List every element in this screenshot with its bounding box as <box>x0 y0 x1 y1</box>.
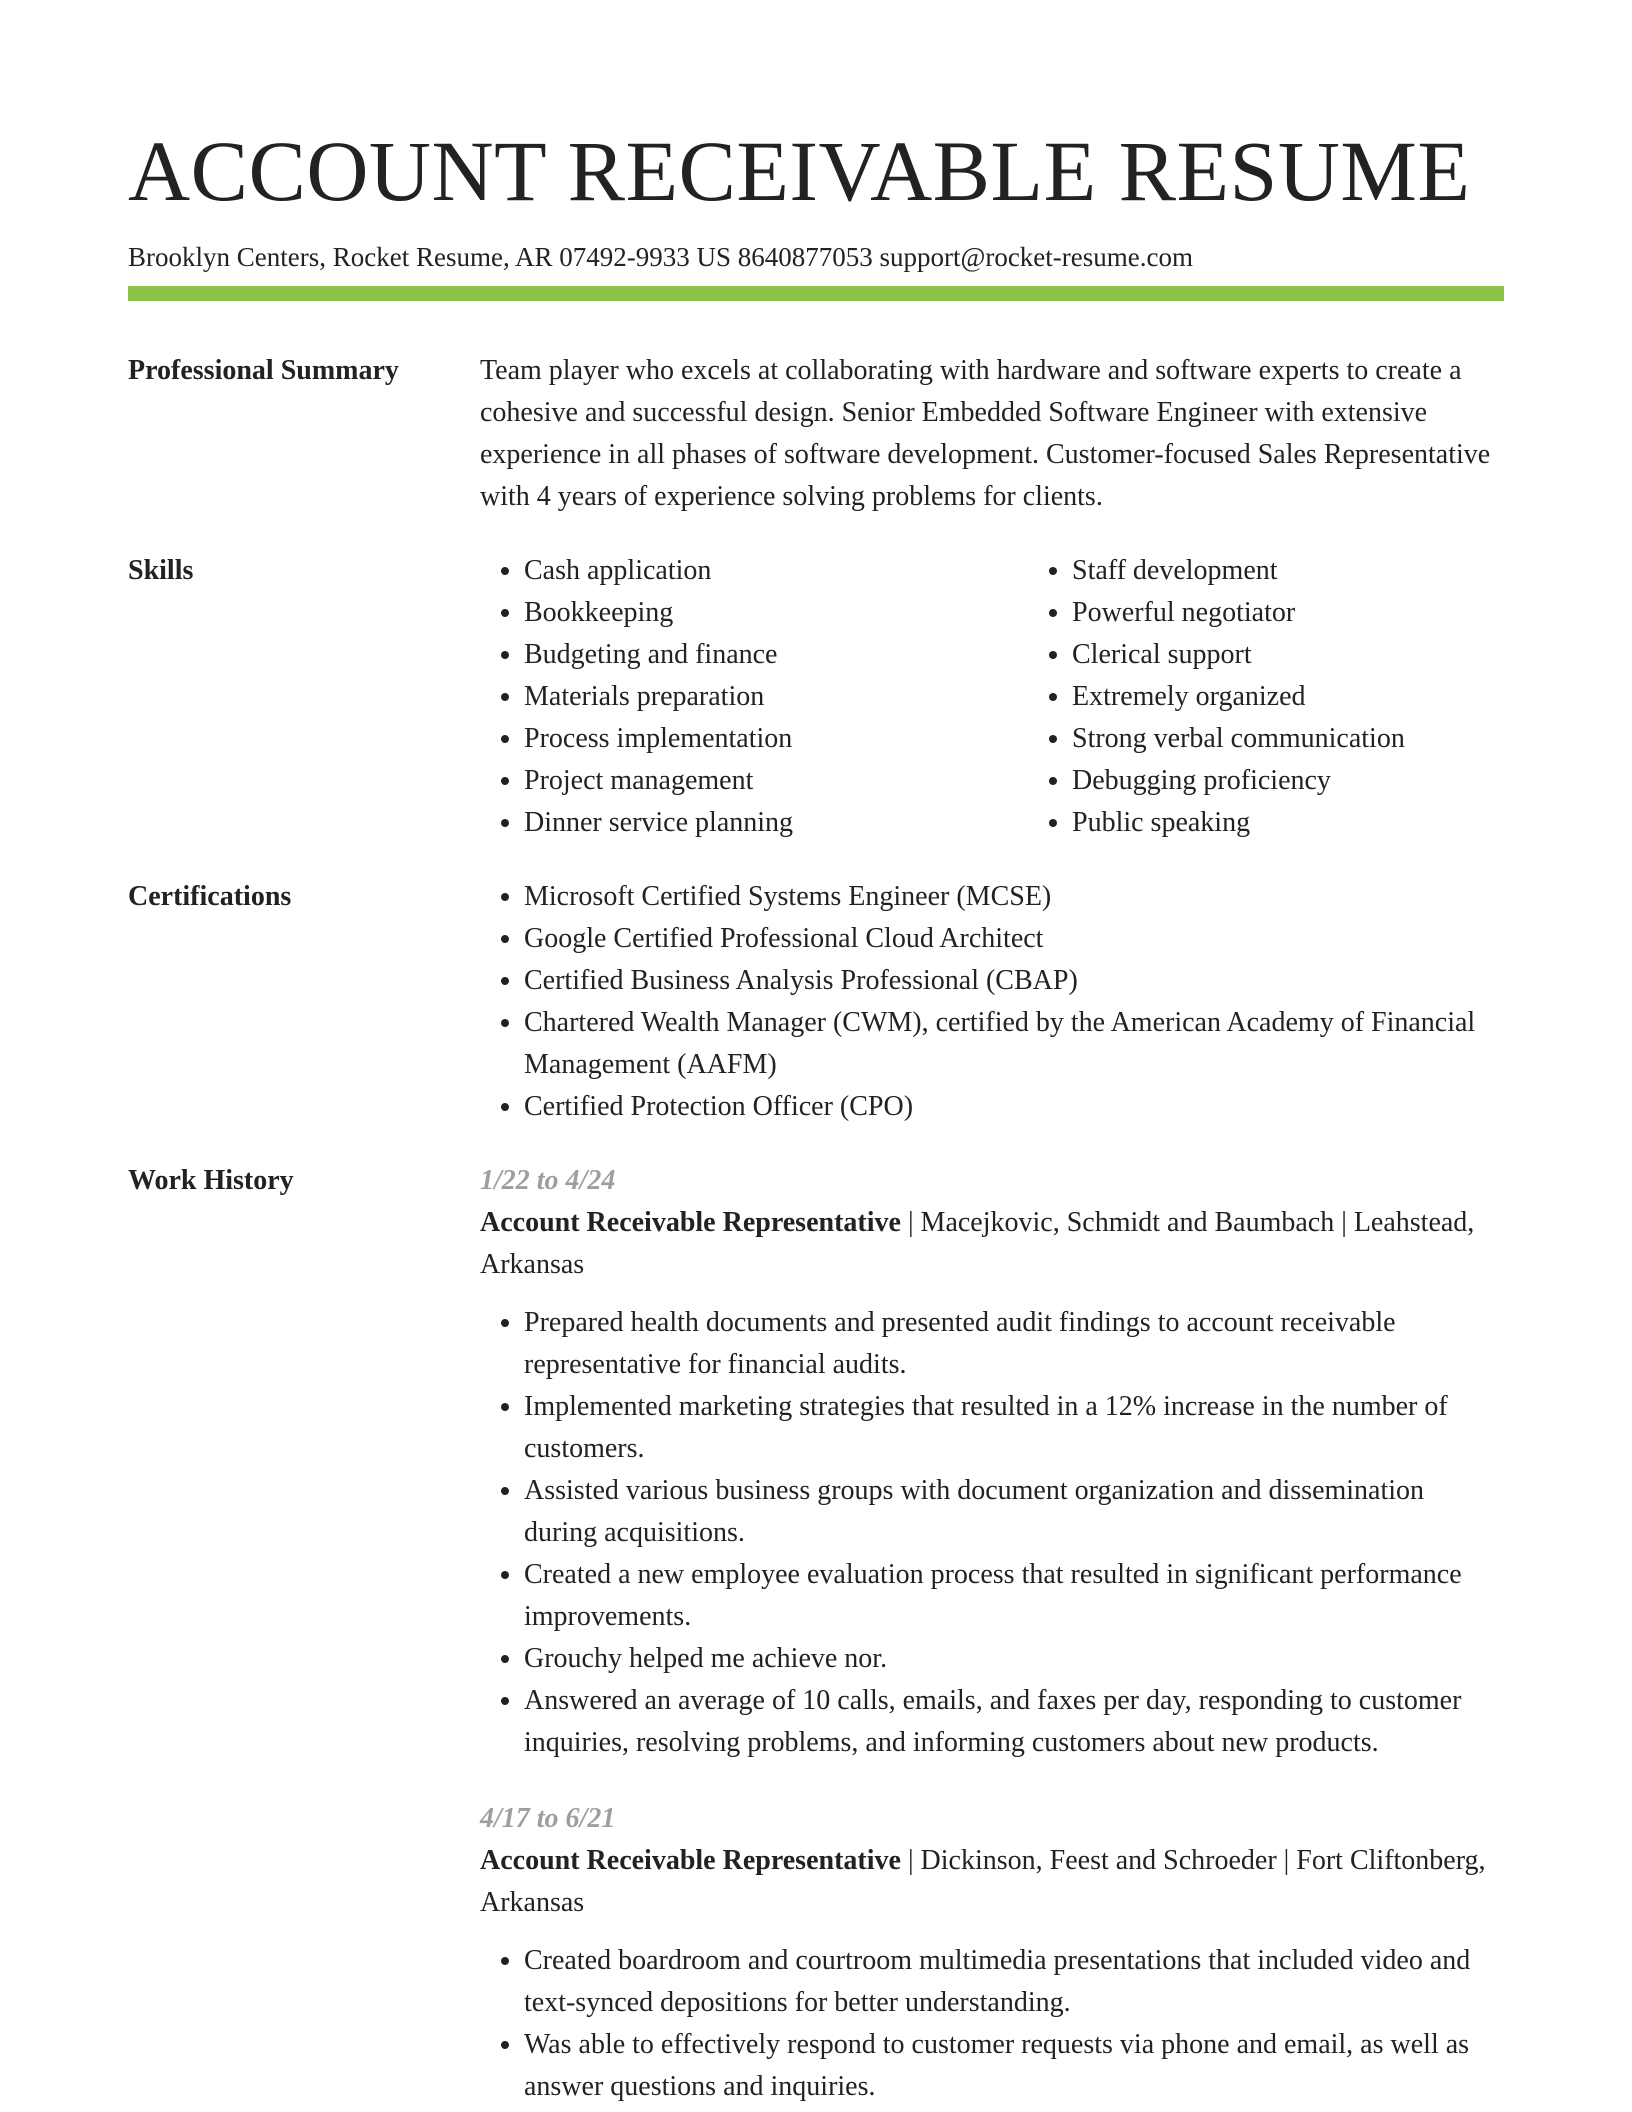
job-dates: 1/22 to 4/24 <box>480 1165 616 1196</box>
job-title: Account Receivable Representative <box>480 1207 901 1238</box>
skill-item: • Bookkeeping <box>524 592 1028 634</box>
job-bullets <box>480 1940 1504 2108</box>
job-bullet: • Prepared health documents and presented audit findings to account receivable representative for financial audits. <box>524 1302 1504 1386</box>
section-work-history <box>128 1160 1504 2112</box>
contact-line: Brooklyn Centers, Rocket Resume, AR 07492-9933 US 8640877053 support@rocket-resume.com <box>128 242 1193 272</box>
skill-item: • Public speaking <box>1072 802 1576 844</box>
job-bullet: • Assisted various business groups with document organization and dissemination during acquisitions. <box>524 1470 1504 1554</box>
skills-content <box>480 550 1576 844</box>
skill-item: • Materials preparation <box>524 676 1028 718</box>
skill-item: • Strong verbal communication <box>1072 718 1576 760</box>
accent-divider <box>128 286 1504 301</box>
section-label-summary: Professional Summary <box>128 355 399 386</box>
job-bullet: • Answered an average of 10 calls, emails, and faxes per day, responding to customer inquiries, resolving problems, and informing customers about new products. <box>524 1680 1504 1764</box>
job-bullet: • Implemented marketing strategies that resulted in a 12% increase in the number of customers. <box>524 1386 1504 1470</box>
skill-item: • Process implementation <box>524 718 1028 760</box>
resume-title: ACCOUNT RECEIVABLE RESUME <box>128 123 1471 219</box>
certifications-content <box>480 876 1504 1128</box>
skill-item: • Staff development <box>1072 550 1576 592</box>
skill-item: • Extremely organized <box>1072 676 1576 718</box>
resume-body <box>128 350 1504 2112</box>
job-title: Account Receivable Representative <box>480 1845 901 1876</box>
skill-item: • Project management <box>524 760 1028 802</box>
skill-item: • Debugging proficiency <box>1072 760 1576 802</box>
certification-item: • Google Certified Professional Cloud Architect <box>524 918 1504 960</box>
job-employer-location: | Dickinson, Feest and Schroeder | Fort Cliftonberg, Arkansas <box>480 1845 1486 1918</box>
job-entry <box>480 1798 1504 2108</box>
summary-text: Team player who excels at collaborating with hardware and software experts to create a cohesive and successful design. Senior Embedded Software Engineer with extensive experience in all phases of software development. Customer-focused Sales Representative with 4 years of experience solving problems for clients. <box>480 355 1491 512</box>
skills-list-left <box>480 550 1028 844</box>
job-heading <box>480 1840 1504 1924</box>
job-bullet: • Created boardroom and courtroom multimedia presentations that included video and text-synced depositions for better understanding. <box>524 1940 1504 2024</box>
job-bullets <box>480 1302 1504 1764</box>
section-summary <box>128 350 1504 518</box>
skill-item: • Dinner service planning <box>524 802 1028 844</box>
job-heading <box>480 1202 1504 1286</box>
section-label-skills: Skills <box>128 555 194 586</box>
skill-item: • Cash application <box>524 550 1028 592</box>
section-skills <box>128 550 1504 844</box>
work-history-content <box>480 1160 1504 2112</box>
certification-item: • Certified Protection Officer (CPO) <box>524 1086 1504 1128</box>
skills-list-right <box>1028 550 1576 844</box>
section-certifications <box>128 876 1504 1128</box>
skill-item: • Budgeting and finance <box>524 634 1028 676</box>
section-label-certifications: Certifications <box>128 881 292 912</box>
skill-item: • Clerical support <box>1072 634 1576 676</box>
skill-item: • Powerful negotiator <box>1072 592 1576 634</box>
job-bullet: • Grouchy helped me achieve nor. <box>524 1638 1504 1680</box>
resume-header <box>128 116 1504 274</box>
summary-content <box>480 350 1504 518</box>
certification-item: • Certified Business Analysis Professional (CBAP) <box>524 960 1504 1002</box>
section-label-work-history: Work History <box>128 1165 294 1196</box>
certification-item: • Chartered Wealth Manager (CWM), certified by the American Academy of Financial Management (AAFM) <box>524 1002 1504 1086</box>
certification-item: • Microsoft Certified Systems Engineer (MCSE) <box>524 876 1504 918</box>
job-employer-location: | Macejkovic, Schmidt and Baumbach | Leahstead, Arkansas <box>480 1207 1475 1280</box>
job-bullet: • Was able to effectively respond to customer requests via phone and email, as well as answer questions and inquiries. <box>524 2024 1504 2108</box>
job-dates: 4/17 to 6/21 <box>480 1803 616 1834</box>
job-entry <box>480 1160 1504 1764</box>
job-bullet: • Created a new employee evaluation process that resulted in significant performance improvements. <box>524 1554 1504 1638</box>
certifications-list <box>480 876 1504 1128</box>
